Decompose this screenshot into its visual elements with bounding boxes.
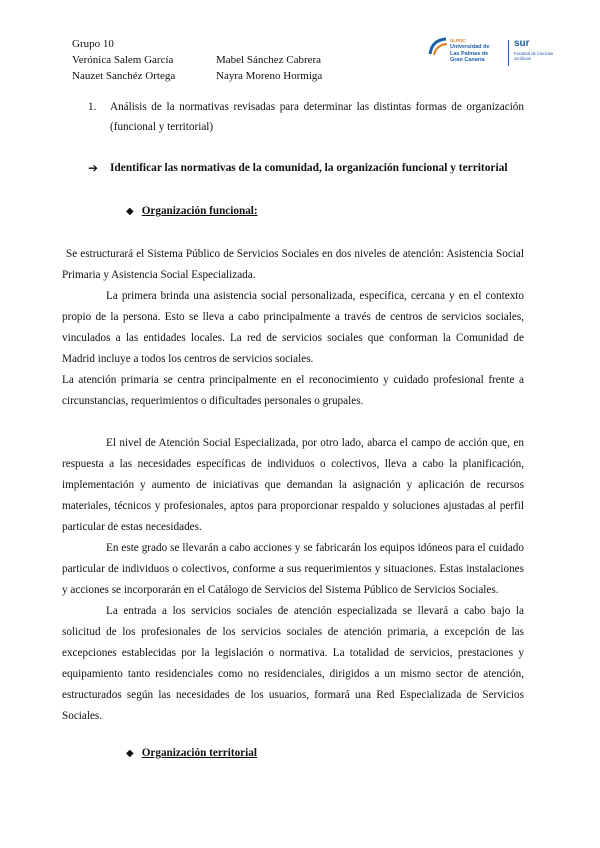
- diamond-bullet-icon: ◆: [126, 206, 134, 217]
- item-number: 1.: [88, 101, 97, 113]
- section-heading-functional: [126, 203, 258, 220]
- body-text: [62, 244, 524, 727]
- sur-tagline: Facultad de Ciencias Jurídicas: [514, 51, 554, 61]
- author-name: Nauzet Sanchéz Ortega: [72, 70, 176, 82]
- author-name: Mabel Sánchez Cabrera: [216, 54, 322, 66]
- paragraph: El nivel de Atención Social Especializada, por otro lado, abarca el campo de acción que, en respuesta a las necesidades específicas de individuos o colectivos, lleva a cabo la planificación, implementación y aumento de iniciativas que demandan la asignación y aplicación de recursos materiales, técnicos y profesionales, aptos para proporcionar respaldo y soluciones ajustadas al perfil particular de estas necesidades.: [62, 437, 524, 533]
- section-heading-label: Organización territorial: [141, 747, 257, 759]
- section-heading-territorial: [126, 745, 257, 762]
- arrow-list-item: [88, 158, 524, 178]
- paragraph: Se estructurará el Sistema Público de Servicios Sociales en dos niveles de atención: Asistencia Social Primaria y Asistencia Social Especializada.: [62, 248, 524, 281]
- paragraph: La entrada a los servicios sociales de atención especializada se llevará a cabo bajo la solicitud de los profesionales de los servicios sociales de atención primaria, a excepción de las excepciones establecidas por la legislación o normativa. La totalidad de servicios, prestaciones y equipamiento tanto residenciales como no residenciales, dirigidos a un mismo sector de atención, estructurados según las necesidades de los usuarios, formará una Red Especializada de Servicios Sociales.: [62, 605, 524, 722]
- group-label: Grupo 10: [72, 38, 114, 50]
- logo-divider: [508, 40, 509, 66]
- paragraph: En este grado se llevarán a cabo acciones y se fabricarán los equipos idóneos para el cuidado particular de individuos o colectivos, conforme a sus requerimientos y situaciones. Estas instalaciones y acciones se incorporarán en el Catálogo de Servicios del Sistema Público de Servicios Sociales.: [62, 542, 524, 596]
- paragraph: La primera brinda una asistencia social personalizada, específica, cercana y en el contexto propio de la persona. Esto se lleva a cabo principalmente a través de centros de servicios sociales, vinculados a las entidades locales. La red de servicios sociales que conforman la Comunidad de Madrid incluye a todos los centros de servicios sociales.: [62, 290, 524, 365]
- author-name: Verónica Salem García: [72, 54, 174, 66]
- ulpgc-wordmark: ULPGC Universidad de Las Palmas de Gran Canaria: [450, 38, 490, 63]
- arrow-item-text: Identificar las normativas de la comunidad, la organización funcional y territorial: [110, 162, 508, 174]
- diamond-bullet-icon: ◆: [126, 748, 134, 759]
- ulpgc-emblem-icon: [428, 36, 450, 58]
- author-name: Nayra Moreno Hormiga: [216, 70, 323, 82]
- item-text: Análisis de la normativas revisadas para determinar las distintas formas de organización (funcional y territorial): [110, 101, 524, 133]
- sur-wordmark: sur: [514, 38, 530, 49]
- section-heading-label: Organización funcional:: [141, 205, 258, 217]
- paragraph: La atención primaria se centra principalmente en el reconocimiento y cuidado profesional frente a circunstancias, requerimientos o dificultades personales o grupales.: [62, 374, 524, 407]
- arrow-right-icon: ➔: [88, 161, 99, 175]
- numbered-item: [88, 97, 524, 137]
- university-logo: [428, 36, 568, 72]
